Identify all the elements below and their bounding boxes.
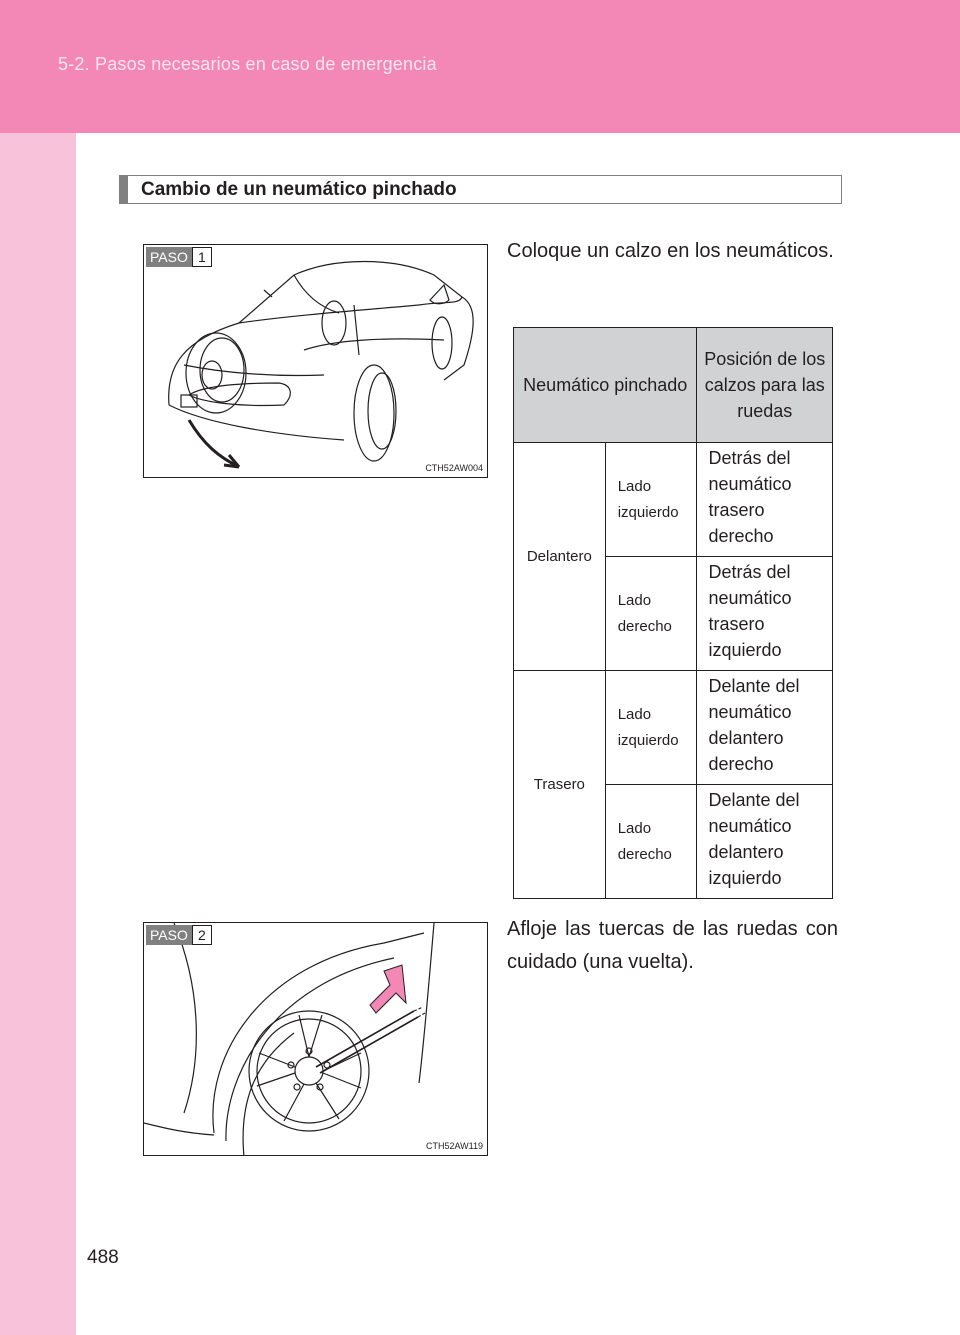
step-tag [146, 247, 212, 267]
step-tag-word: PASO [146, 247, 192, 267]
section-title: Cambio de un neumático pinchado [141, 179, 457, 200]
chock-position-table [513, 327, 833, 899]
section-label: 5-2. Pasos necesarios en caso de emergencia [58, 54, 437, 74]
car-chock-illustration [144, 245, 488, 478]
figure-step-2 [143, 922, 488, 1156]
position-cell: Detrás del neumático trasero izquierdo [697, 557, 833, 671]
table-row [514, 671, 833, 785]
header-chock-position: Posición de los calzos para las ruedas [697, 328, 833, 443]
axle-cell: Trasero [514, 671, 606, 899]
step-2-instruction: Afloje las tuercas de las ruedas con cuidado (una vuelta). [507, 918, 838, 973]
side-cell: Lado derecho [605, 557, 697, 671]
step-number: 2 [192, 925, 212, 945]
figure-code: CTH52AW004 [425, 463, 483, 473]
side-cell: Lado derecho [605, 785, 697, 899]
axle-cell: Delantero [514, 443, 606, 671]
step-tag [146, 925, 212, 945]
step-1-instruction: Coloque un calzo en los neumáticos. [507, 240, 834, 262]
figure-code: CTH52AW119 [425, 1141, 483, 1151]
section-heading [119, 175, 842, 204]
table-row [514, 443, 833, 557]
position-cell: Delante del neumático delantero derecho [697, 671, 833, 785]
step-number: 1 [192, 247, 212, 267]
side-cell: Lado izquierdo [605, 671, 697, 785]
table-header-row [514, 328, 833, 443]
step-tag-word: PASO [146, 925, 192, 945]
side-band [0, 133, 76, 1335]
page-number: 488 [87, 1247, 119, 1268]
side-cell: Lado izquierdo [605, 443, 697, 557]
wheel-nut-illustration [144, 923, 488, 1156]
header-flat-tire: Neumático pinchado [514, 328, 697, 443]
figure-step-1 [143, 244, 488, 478]
position-cell: Delante del neumático delantero izquierdo [697, 785, 833, 899]
position-cell: Detrás del neumático trasero derecho [697, 443, 833, 557]
heading-bar [120, 176, 128, 203]
